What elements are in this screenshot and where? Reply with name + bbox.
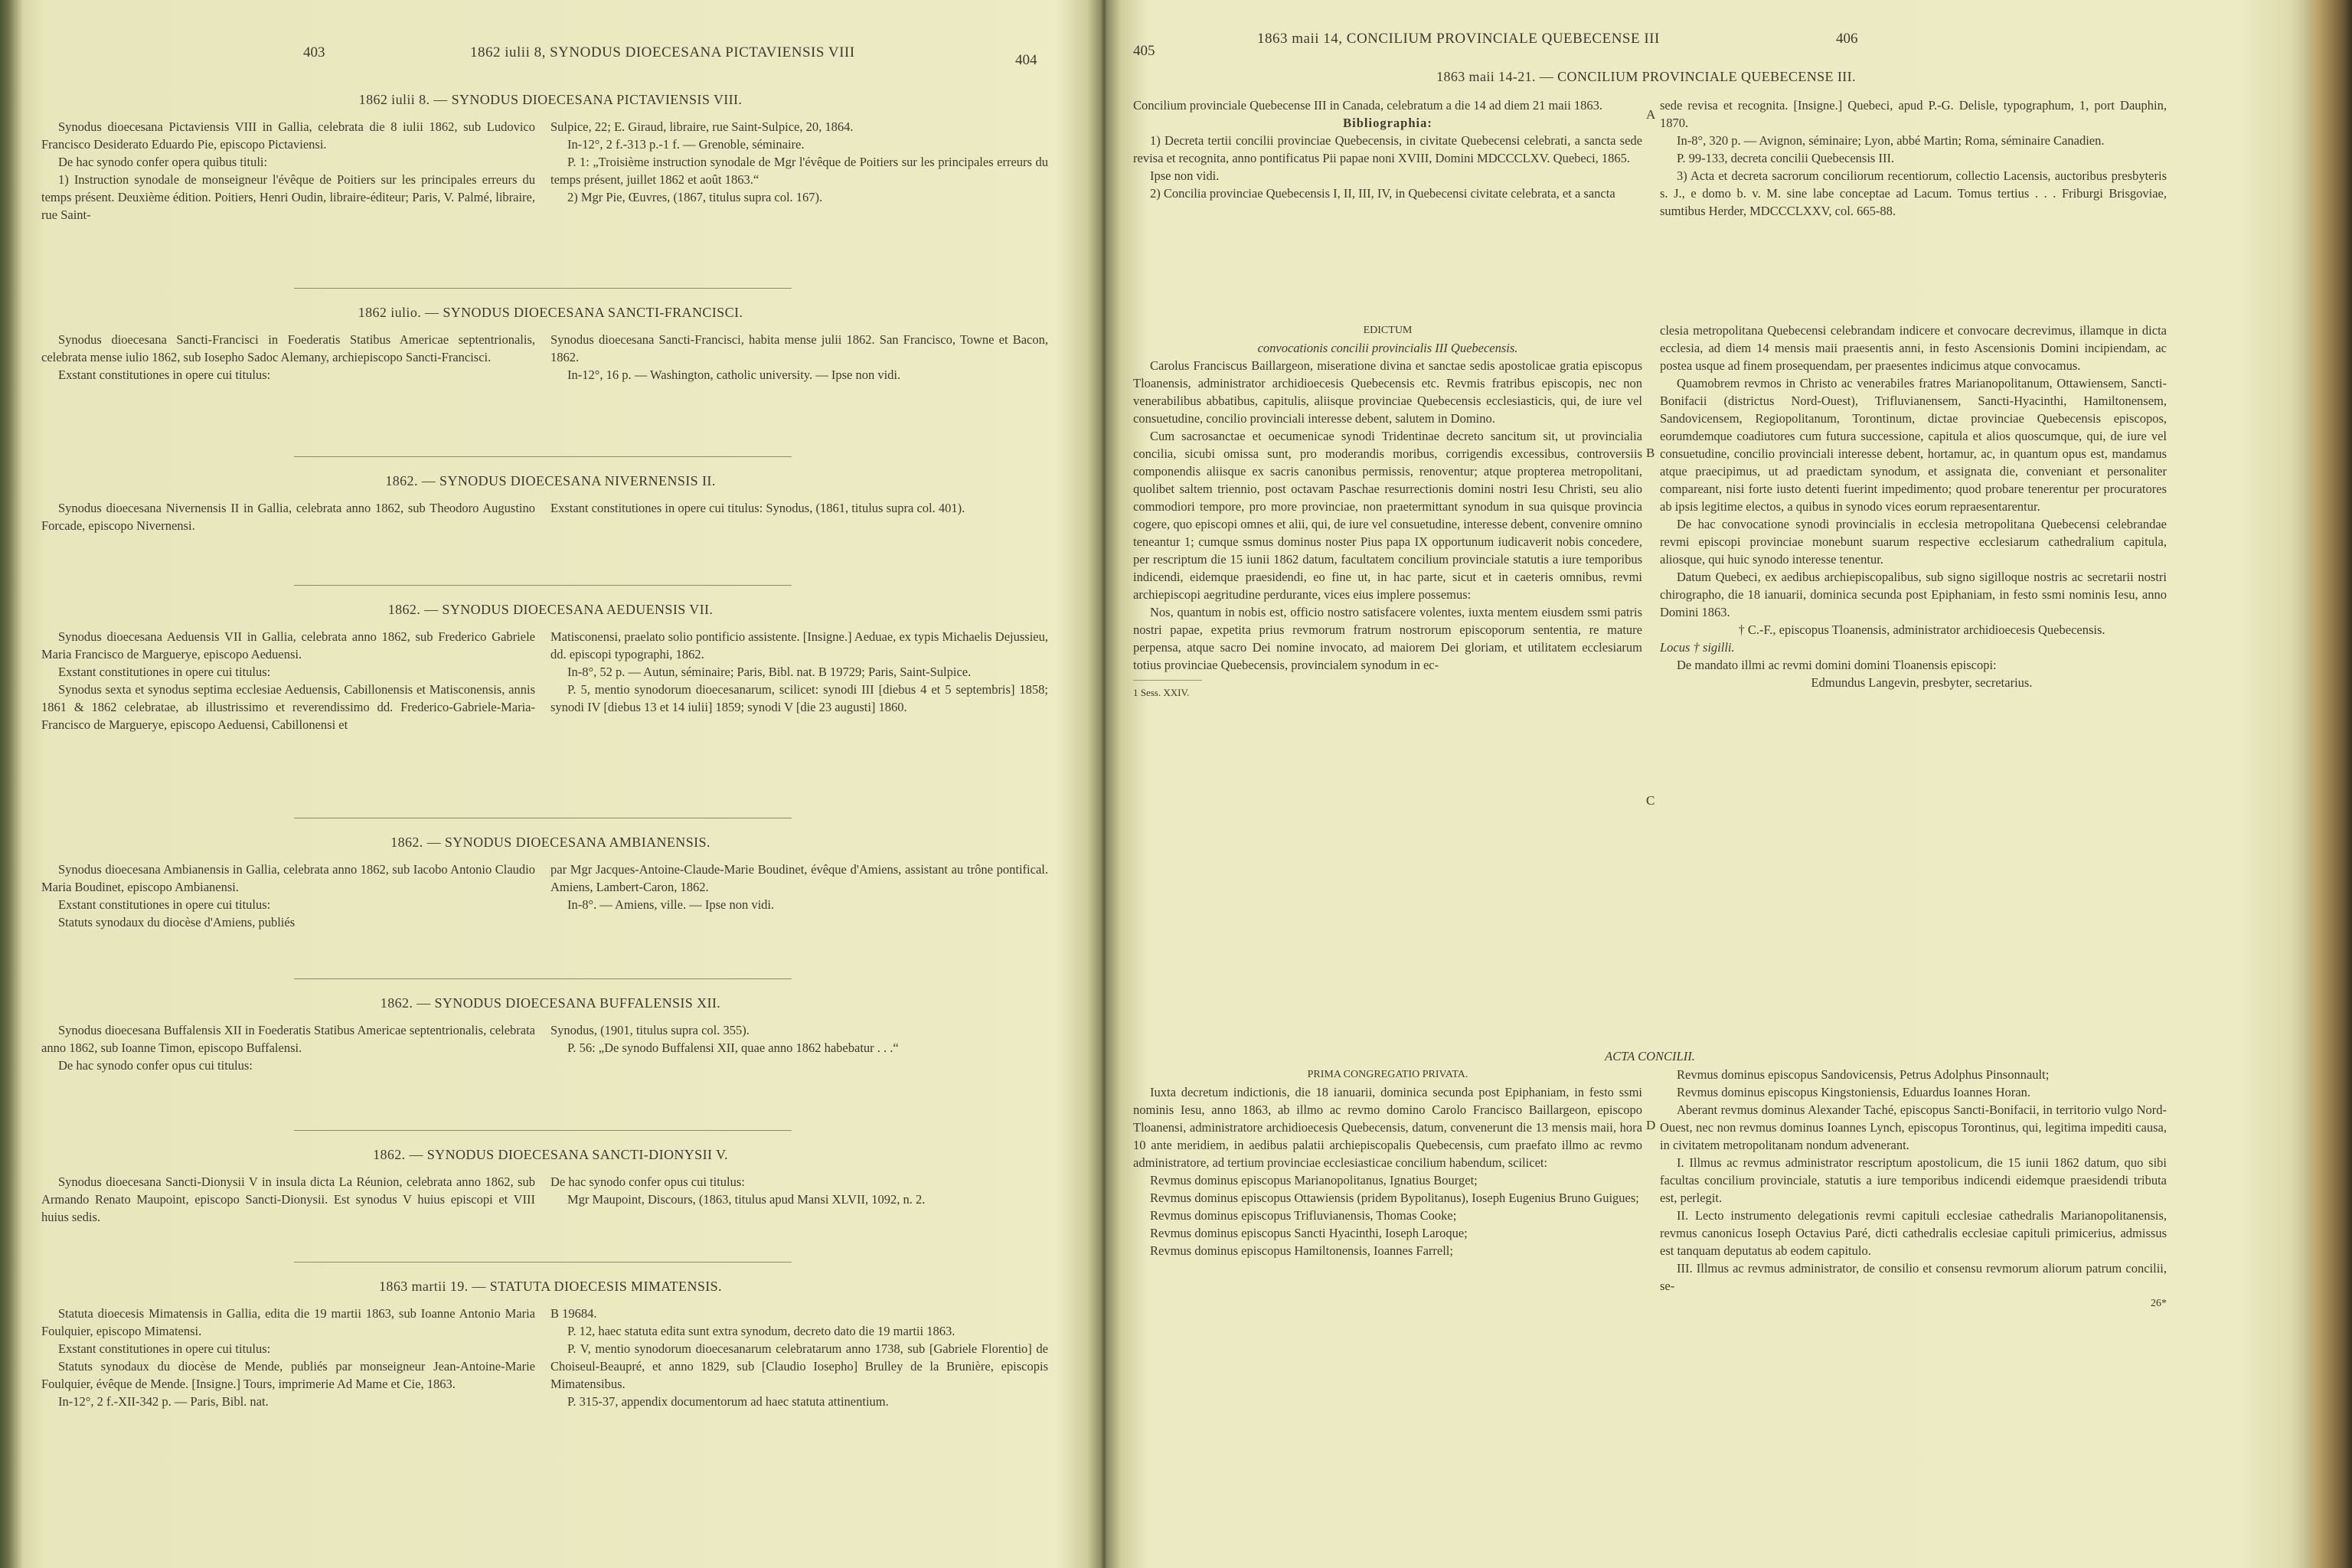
bib-paragraph: Ipse non vidi.: [1150, 168, 1220, 183]
mandate: De mandato illmi ac revmi domini domini Tloanensis episcopi:: [1677, 658, 1997, 672]
acta-paragraph: Revmus dominus episcopus Sancti Hyacinthi, Ioseph Laroque;: [1150, 1226, 1468, 1240]
bib-paragraph: P. 99-133, decreta concilii Quebecensis III.: [1677, 151, 1895, 165]
section-paragraph: In-12°, 16 p. — Washington, catholic university. — Ipse non vidi.: [567, 368, 901, 382]
section-paragraph: Statuts synodaux du diocèse de Mende, publiés par monseigneur Jean-Antoine-Marie Foulquier, évêque de Mende. [Insigne.] Tours, imprimerie Ad Mame et Cie, 1863.: [41, 1359, 535, 1391]
section-paragraph: Synodus dioecesana Nivernensis II in Gallia, celebrata anno 1862, sub Theodoro Augustino Forcade, episcopo Nivernensi.: [41, 501, 535, 533]
section-column-2: [550, 118, 1048, 206]
section-paragraph: Sulpice, 22; E. Giraud, libraire, rue Saint-Sulpice, 20, 1864.: [550, 119, 854, 134]
acta-paragraph: Revmus dominus episcopus Kingstoniensis, Eduardus Ioannes Horan.: [1677, 1085, 2030, 1099]
section-column-1: [41, 499, 535, 534]
bib-paragraph: 1) Decreta tertii concilii provinciae Quebecensis, in civitate Quebecensi celebrati, a sancta sede revisa et recognita, anno pontificatus Pii papae noni XVIII, Domini MDCCCLXV. Quebeci, 1865.: [1133, 133, 1642, 165]
edictum-column-1: [1133, 322, 1642, 701]
left-page: [18, 0, 1083, 1568]
bib-paragraph: In-8°, 320 p. — Avignon, séminaire; Lyon, abbé Martin; Roma, séminaire Canadien.: [1677, 133, 2105, 148]
section-paragraph: Exstant constitutiones in opere cui titulus:: [58, 897, 271, 912]
acta-paragraph: Iuxta decretum indictionis, die 18 ianuarii, dominica secunda post Epiphaniam, in festo ssmi nominis Iesu, anno 1863, ab illmo ac revmo domino Carolo Francisco Baillargeon, episcopo Tloanensi, administratore archidioecesis Quebecensis, datum, convenerunt die 13 mensis maii, hora 10 ante meridiem, in aedibus palatii archiepiscopalis Quebecensis, cum praefato illmo ac revmo administratore, ad tertium provinciae ecclesiasticae concilium habendum, scilicet:: [1133, 1085, 1642, 1170]
acta-paragraph: Revmus dominus episcopus Hamiltonensis, Ioannes Farrell;: [1150, 1243, 1453, 1258]
page-number-405: 405: [1133, 43, 1155, 59]
section-paragraph: Statuts synodaux du diocèse d'Amiens, publiés: [58, 915, 296, 929]
section-column-1: [41, 118, 535, 224]
acta-paragraph: Aberant revmus dominus Alexander Taché, episcopus Sancti-Bonifacii, in territorio vulgo Nord-Ouest, nec non revmus dominus Ioannes Lynch, episcopus Torontinus, qui, legitima impediti causa, in civitatem metropolitanam nondum advenerant.: [1660, 1102, 2167, 1152]
edictum-subtitle: convocationis concilii provincialis III Quebecensis.: [1257, 341, 1518, 355]
section-paragraph: Mgr Maupoint, Discours, (1863, titulus apud Mansi XLVII, 1092, n. 2.: [567, 1192, 926, 1207]
edictum-paragraph: Carolus Franciscus Baillargeon, miseratione divina et sanctae sedis apostolicae gratia episcopus Tloanensis, administrator archidioecesis Quebecensis etc. Revmis fratribus episcopis, nec non venerabilibus abbatibus, capitulis, aliisque provinciae Quebecensis ecclesiasticis, qui, de iure vel consuetudine, concilio provinciali interesse debent, salutem in Domino.: [1133, 358, 1642, 426]
section-column-1: [41, 861, 535, 931]
section-column-1: [41, 1173, 535, 1226]
section-paragraph: P. 56: „De synodo Buffalensi XII, quae anno 1862 habebatur . . .“: [567, 1040, 899, 1055]
section-paragraph: B 19684.: [550, 1306, 597, 1321]
locus-sigilli: Locus † sigilli.: [1660, 640, 1735, 655]
section-paragraph: Synodus dioecesana Pictaviensis VIII in Gallia, celebrata die 8 iulii 1862, sub Ludovico Francisco Desiderato Eduardo Pie, episcopo Pictaviensi.: [41, 119, 535, 152]
edictum-paragraph: De hac convocatione synodi provincialis in ecclesia metropolitana Quebecensi celebrandae revmi episcopi provinciae monebunt suarum respective ecclesiarum cathedralium capitula, aliosque, qui huic synodo interesse tenentur.: [1660, 517, 2167, 567]
right-page: [1125, 0, 2297, 1568]
section-paragraph: Synodus dioecesana Ambianensis in Gallia, celebrata anno 1862, sub Iacobo Antonio Claudio Maria Boudinet, episcopo Ambianensi.: [41, 862, 535, 894]
edictum-paragraph: clesia metropolitana Quebecensi celebrandam indicere et convocare decrevimus, illamque in dicta ecclesia, ad diem 14 mensis maii praesentis anni, in festo Ascensionis Domini incipiendam, ac postea usque ad finem prosequendam, per praesentes indicimus atque convocamus.: [1660, 323, 2167, 373]
section-title: 1862 iulio. — SYNODUS DIOECESANA SANCTI-FRANCISCI.: [358, 305, 743, 320]
section-title: 1862. — SYNODUS DIOECESANA AMBIANENSIS.: [390, 835, 710, 850]
section-paragraph: 2) Mgr Pie, Œuvres, (1867, titulus supra col. 167).: [567, 190, 823, 204]
edictum-paragraph: Cum sacrosanctae et oecumenicae synodi Tridentinae decreto sancitum sit, ut provincialia concilia, sicubi omissa sunt, pro moderandis moribus, corrigendis excessibus, controversiis componendis aliisque ex sacris canonibus permissis, renoventur; atque propterea metropolitani, quolibet saltem triennio, post octavam Paschae resurrectionis domini nostri Iesu Christi, seu alio commodiori tempore, pro more provinciae, non praetermittant synodum in sua quisque provincia cogere, quo episcopi omnes et alii, qui, de iure vel consuetudine, interesse debent, convenire omnino teneantur 1; cumque ssmus dominus noster Pius papa IX opportunum iudicaverit nobis concedere, per rescriptum die 15 iunii 1862 datum, facultatem concilium provinciale statutis a iure temporibus indicendi, eidemque praesidendi, eo fine ut, in hac parte, sicut et in caeteris omnibus, revmi archiepiscopi aegritudine perdurante, vices eius implere possemus:: [1133, 429, 1642, 602]
intro-column-1: [1133, 96, 1642, 202]
section-paragraph: P. 12, haec statuta edita sunt extra synodum, decreto dato die 19 martii 1863.: [567, 1324, 956, 1338]
section-column-2: [550, 1021, 1048, 1057]
section-paragraph: Synodus dioecesana Sancti-Francisci in Foederatis Statibus Americae septentrionalis, celebrata mense iulio 1862, sub Iosepho Sadoc Alemany, archiepiscopo Sancti-Francisci.: [41, 332, 535, 364]
section-paragraph: In-12°, 2 f.-XII-342 p. — Paris, Bibl. nat.: [58, 1394, 269, 1409]
page-number-406: 406: [1836, 31, 1858, 47]
section-divider: [294, 1130, 792, 1131]
section-paragraph: De hac synodo confer opus cui titulus:: [550, 1174, 745, 1189]
section-paragraph: Exstant constitutiones in opere cui titulus:: [58, 665, 271, 679]
section-paragraph: De hac synodo confer opus cui titulus:: [58, 1058, 253, 1073]
margin-letter-d: D: [1646, 1118, 1656, 1132]
page-number-404: 404: [1015, 52, 1037, 68]
council-title: 1863 maii 14-21. — CONCILIUM PROVINCIALE QUEBECENSE III.: [1436, 69, 1856, 84]
section-divider: [294, 1262, 792, 1263]
margin-letter-a: A: [1646, 107, 1656, 122]
section-title: 1862. — SYNODUS DIOECESANA SANCTI-DIONYSII V.: [373, 1147, 728, 1162]
section-title: 1862. — SYNODUS DIOECESANA NIVERNENSIS II.: [385, 473, 716, 488]
edictum-paragraph: Nos, quantum in nobis est, officio nostro satisfacere volentes, iuxta mentem eiusdem ssmi patris nostri papae, expetita prius revmorum fratrum nostrorum episcoporum sententia, re mature perpensa, atque sacro Dei nomine invocato, ad maiorem Dei gloriam, et utilitatem ecclesiarum totius provinciae Quebecensis, provincialem synodum in ec-: [1133, 605, 1642, 672]
edictum-paragraph: Quamobrem revmos in Christo ac venerabiles fratres Marianopolitanum, Ottawiensem, Sancti-Bonifacii (districtus Nord-Ouest), Trifluvianensem, Sancti-Hyacinthi, Hamiltonensem, Sandovicensem, Regiopolitanum, Torontinum, dictae provinciae Quebecensis episcopos, eorumdemque coadiutores cum futura successione, capitula et alios quoscumque, qui, de iure vel consuetudine, concilio provinciali interesse debent, hortamur, ac, in quantum opus est, mandamus atque praecipimus, ut ad praedictam synodum, et assignata die, conveniant et personaliter compareant, nisi forte iusto detenti fuerint impedimento; quod probare tenerentur per procuratores ab ipsis legitime electos, a quibus in synodo vices eorum repraesentarentur.: [1660, 376, 2167, 514]
section-paragraph: P. 5, mentio synodorum dioecesanarum, scilicet: synodi III [diebus 4 et 5 septembris] 1858; synodi IV [diebus 13 et 14 iulii] 1859; synodi V [die 23 augusti] 1860.: [550, 682, 1048, 714]
section-paragraph: In-8°. — Amiens, ville. — Ipse non vidi.: [567, 897, 775, 912]
edictum-label: EDICTUM: [1363, 325, 1413, 336]
section-paragraph: Synodus dioecesana Aeduensis VII in Gallia, celebrata anno 1862, sub Frederico Gabriele Maria Francisco de Marguerye, episcopo Aeduensi.: [41, 629, 535, 662]
section-column-1: [41, 628, 535, 733]
section-paragraph: P. 1: „Troisième instruction synodale de Mgr l'évêque de Poitiers sur les principales erreurs du temps présent, juillet 1862 et août 1863.“: [550, 155, 1048, 187]
bib-paragraph: 3) Acta et decreta sacrorum conciliorum recentiorum, collectio Lacensis, auctoribus presbyteris s. J., e domo b. v. M. sine labe conceptae ad Lacum. Tomus tertius . . . Friburgi Brisgoviae, sumtibus Herder, MDCCCLXXV, col. 665-88.: [1660, 168, 2167, 218]
section-paragraph: Matisconensi, praelato solio pontificio assistente. [Insigne.] Aeduae, ex typis Michaelis Dejussieu, dd. episcopi typographi, 1862.: [550, 629, 1048, 662]
section-column-2: [550, 628, 1048, 716]
section-paragraph: 1) Instruction synodale de monseigneur l'évêque de Poitiers sur les principales erreurs du temps présent. Deuxième édition. Poitiers, Henri Oudin, libraire-éditeur; Paris, V. Palmé, libraire, rue Saint-: [41, 172, 535, 222]
section-paragraph: Synodus dioecesana Sancti-Dionysii V in insula dicta La Réunion, celebrata anno 1862, sub Armando Renato Maupoint, episcopo Sancti-Dionysii. Est synodus V huius episcopi et VIII huius sedis.: [41, 1174, 535, 1224]
edictum-paragraph: Datum Quebeci, ex aedibus archiepiscopalibus, sub signo sigilloque nostris ac secretarii nostri chirographo, die 18 ianuarii, dominica secunda post Epiphaniam, in festo ssmi nominis Iesu, anno Domini 1863.: [1660, 570, 2167, 619]
running-head-left: 1862 iulii 8, SYNODUS DIOECESANA PICTAVIENSIS VIII: [470, 44, 855, 60]
section-column-1: [41, 1021, 535, 1074]
section-divider: [294, 585, 792, 586]
section-paragraph: In-8°, 52 p. — Autun, séminaire; Paris, Bibl. nat. B 19729; Paris, Saint-Sulpice.: [567, 665, 972, 679]
acta-paragraph: I. Illmus ac revmus administrator rescriptum apostolicum, die 15 iunii 1862 datum, quo sibi facultas concilium provinciale, statutis a iure temporibus indicendi eidemque praesidendi tributa est, perlegit.: [1660, 1155, 2167, 1205]
acta-paragraph: II. Lecto instrumento delegationis revmi capituli ecclesiae cathedralis Marianopolitanensis, revmus canonicus Ioseph Octavius Paré, dicti cathedralis ecclesiae capituli primicerius, admissus est tanquam deputatus ab eodem capitulo.: [1660, 1208, 2167, 1258]
section-paragraph: P. 315-37, appendix documentorum ad haec statuta attinentium.: [567, 1394, 889, 1409]
running-head-right: 1863 maii 14, CONCILIUM PROVINCIALE QUEBECENSE III: [1257, 31, 1660, 47]
section-column-2: [550, 1305, 1048, 1410]
section-paragraph: In-12°, 2 f.-313 p.-1 f. — Grenoble, séminaire.: [567, 137, 805, 152]
section-paragraph: Synodus, (1901, titulus supra col. 355).: [550, 1023, 750, 1037]
acta-paragraph: Revmus dominus episcopus Sandovicensis, Petrus Adolphus Pinsonnault;: [1677, 1067, 2050, 1082]
acta-heading: [1133, 1047, 2167, 1065]
signature: † C.-F., episcopus Tloanensis, administrator archidioecesis Quebecensis.: [1738, 622, 2105, 637]
acta-paragraph: Revmus dominus episcopus Trifluvianensis, Thomas Cooke;: [1150, 1208, 1457, 1223]
acta-paragraph: III. Illmus ac revmus administrator, de consilio et consensu revmorum aliorum patrum concilii, se-: [1660, 1261, 2167, 1293]
section-paragraph: Exstant constitutiones in opere cui titulus:: [58, 1341, 271, 1356]
section-divider: [294, 978, 792, 979]
section-paragraph: De hac synodo confer opera quibus tituli:: [58, 155, 268, 169]
intro-column-2: [1660, 96, 2167, 220]
section-title: 1863 martii 19. — STATUTA DIOECESIS MIMATENSIS.: [379, 1279, 722, 1294]
section-column-2: [550, 1173, 1048, 1208]
section-divider: [294, 288, 792, 289]
section-title: 1862. — SYNODUS DIOECESANA BUFFALENSIS XII.: [380, 995, 721, 1011]
section-paragraph: Synodus dioecesana Sancti-Francisci, habita mense julii 1862. San Francisco, Towne et Bacon, 1862.: [550, 332, 1048, 364]
page-number-403: 403: [303, 44, 325, 60]
bib-paragraph: 2) Concilia provinciae Quebecensis I, II, III, IV, in Quebecensi civitate celebrata, et a sancta: [1150, 186, 1615, 201]
acta-label: ACTA CONCILII.: [1605, 1049, 1695, 1063]
section-title: 1862. — SYNODUS DIOECESANA AEDUENSIS VII.: [387, 602, 714, 617]
acta-paragraph: Revmus dominus episcopus Marianopolitanus, Ignatius Bourget;: [1150, 1173, 1478, 1187]
signature-mark: 26*: [2151, 1298, 2167, 1309]
intro-paragraph: Concilium provinciale Quebecense III in Canada, celebratum a die 14 ad diem 21 maii 1863.: [1133, 98, 1603, 113]
acta-column-2: [1660, 1066, 2167, 1312]
bib-paragraph: sede revisa et recognita. [Insigne.] Quebeci, apud P.-G. Delisle, typographum, 1, port Dauphin, 1870.: [1660, 98, 2167, 130]
section-title: 1862 iulii 8. — SYNODUS DIOECESANA PICTAVIENSIS VIII.: [358, 92, 743, 107]
section-column-2: [550, 331, 1048, 384]
section-column-2: [550, 499, 1048, 517]
section-paragraph: Exstant constitutiones in opere cui titulus: Synodus, (1861, titulus supra col. 401).: [550, 501, 965, 515]
section-paragraph: Synodus sexta et synodus septima ecclesiae Aeduensis, Cabillonensis et Matisconensis, annis 1861 & 1862 celebratae, ab illustrissimo et reverendissimo dd. Frederico-Gabriele-Maria-Francisco de Marguerye, episcopo Aeduensi, Cabillonensi et: [41, 682, 535, 732]
prima-congregatio-label: PRIMA CONGREGATIO PRIVATA.: [1307, 1069, 1468, 1080]
section-paragraph: Synodus dioecesana Buffalensis XII in Foederatis Statibus Americae septentrionalis, celebrata anno 1862, sub Ioanne Timon, episcopo Buffalensi.: [41, 1023, 535, 1055]
edictum-column-2: [1660, 322, 2167, 691]
section-paragraph: Statuta dioecesis Mimatensis in Gallia, edita die 19 martii 1863, sub Ioanne Antonio Maria Foulquier, episcopo Mimatensi.: [41, 1306, 535, 1338]
section-paragraph: par Mgr Jacques-Antoine-Claude-Marie Boudinet, évêque d'Amiens, assistant au trône pontifical. Amiens, Lambert-Caron, 1862.: [550, 862, 1048, 894]
section-paragraph: Exstant constitutiones in opere cui titulus:: [58, 368, 271, 382]
section-divider: [294, 456, 792, 457]
acta-column-1: [1133, 1066, 1642, 1259]
section-column-2: [550, 861, 1048, 913]
acta-paragraph: Revmus dominus episcopus Ottawiensis (pridem Bypolitanus), Ioseph Eugenius Bruno Guigues;: [1150, 1191, 1639, 1205]
section-column-1: [41, 1305, 535, 1410]
section-column-1: [41, 331, 535, 384]
bibliographia-label: Bibliographia:: [1343, 116, 1432, 130]
section-paragraph: P. V, mentio synodorum dioecesanarum celebratarum anno 1738, sub [Gabriele Florentio] de Choiseul-Beaupré, et anno 1829, sub [Claudio Iosepho] Brulley de la Brunière, episcopis Mimatensibus.: [550, 1341, 1048, 1391]
footnote: 1 Sess. XXIV.: [1133, 680, 1202, 701]
margin-letter-b: B: [1646, 446, 1655, 460]
margin-letter-c: C: [1646, 793, 1655, 808]
secretary: Edmundus Langevin, presbyter, secretarius.: [1811, 675, 2033, 690]
